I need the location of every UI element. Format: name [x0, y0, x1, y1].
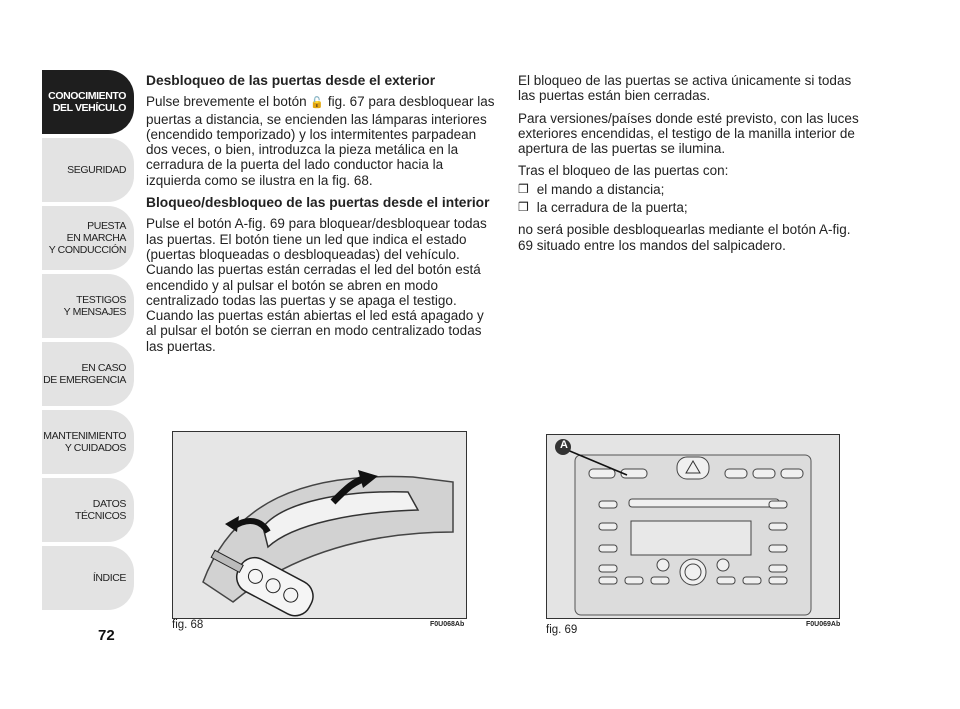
figure-69-caption: fig. 69: [546, 624, 578, 636]
unlock-icon: 🔓: [310, 97, 325, 110]
paragraph-handle-light: Para versiones/países donde esté previsto, con las luces exteriores encendidas, el testigo de la manilla interior de apertura de las puertas se ilumina.: [518, 110, 859, 157]
list-item-text: el mando a distancia;: [536, 181, 665, 197]
right-column: [518, 73, 868, 260]
heading-exterior-unlock: Desbloqueo de las puertas desde el exterior: [146, 73, 436, 88]
sidebar-tab[interactable]: [42, 138, 134, 202]
list-item-text: la cerradura de la puerta;: [536, 200, 688, 216]
sidebar-tab-label: SEGURIDAD: [67, 164, 126, 176]
paragraph-led-behavior: Cuando las puertas están cerradas el led del botón está encendido y al pulsar el botón se abren en modo centralizado todas las puertas y se apaga el testigo. Cuando las puertas están abiertas el led está apagado y al pulsar el botón se cierran en modo centralizado todas las puertas.: [146, 262, 484, 354]
list-item: [518, 182, 868, 197]
figure-68-caption: fig. 68: [172, 619, 204, 631]
callout-a: A: [560, 439, 568, 451]
paragraph-text-start: Pulse brevemente el botón: [146, 94, 307, 110]
list-item: [518, 200, 868, 215]
sidebar-tab[interactable]: [42, 70, 134, 134]
sidebar-tab[interactable]: [42, 546, 134, 610]
sidebar-tab-label: CONOCIMIENTO DEL VEHÍCULO: [48, 90, 126, 114]
page-number: 72: [98, 627, 115, 644]
paragraph-text-end: fig. 67 para desbloquear las puertas a distancia, se encienden las lámparas interiores (encendido temporizado) y los intermitentes parpadean dos veces, o bien, introduzca la pieza metálica en la cerradura de la puerta del lado conductor hacia la izquierda como se ilustra en la fig. 68.: [146, 94, 495, 188]
sidebar-tab-label: EN CASO DE EMERGENCIA: [43, 362, 126, 386]
sidebar-tab-label: PUESTA EN MARCHA Y CONDUCCIÓN: [48, 220, 126, 256]
sidebar-tab-label: TESTIGOS Y MENSAJES: [63, 294, 126, 318]
paragraph-exterior-unlock: [146, 94, 496, 188]
figure-68-code: F0U068Ab: [430, 621, 465, 628]
dashboard-illustration: [547, 435, 839, 618]
paragraph-interior-button: Pulse el botón A-fig. 69 para bloquear/desbloquear todas las puertas. El botón tiene un led que indica el estado (puertas bloqueadas o desbloqueadas) del vehículo.: [146, 216, 487, 262]
sidebar: [42, 70, 134, 614]
sidebar-tab[interactable]: [42, 274, 134, 338]
sidebar-tab[interactable]: [42, 206, 134, 270]
figure-69-code: F0U069Ab: [806, 621, 841, 628]
figure-69-dashboard-controls: [546, 434, 840, 619]
heading-interior-lock: Bloqueo/desbloqueo de las puertas desde el interior: [146, 195, 490, 211]
door-handle-illustration: [173, 432, 466, 618]
paragraph-after-lock: Tras el bloqueo de las puertas con:: [518, 163, 729, 179]
left-column: [146, 73, 496, 361]
figure-68-door-handle: [172, 431, 467, 619]
sidebar-tab[interactable]: [42, 410, 134, 474]
sidebar-tab[interactable]: [42, 478, 134, 542]
paragraph-no-unlock: no será posible desbloquearlas mediante el botón A-fig. 69 situado entre los mandos del salpicadero.: [518, 222, 851, 253]
checkbox-bullet-icon: ❒: [518, 200, 529, 215]
sidebar-tab-label: ÍNDICE: [92, 572, 126, 584]
paragraph-lock-condition: El bloqueo de las puertas se activa únicamente si todas las puertas están bien cerradas.: [518, 73, 852, 104]
sidebar-tab[interactable]: [42, 342, 134, 406]
checkbox-bullet-icon: ❒: [518, 181, 529, 196]
sidebar-tab-label: MANTENIMIENTO Y CUIDADOS: [43, 430, 126, 454]
sidebar-tab-label: DATOS TÉCNICOS: [74, 498, 126, 522]
